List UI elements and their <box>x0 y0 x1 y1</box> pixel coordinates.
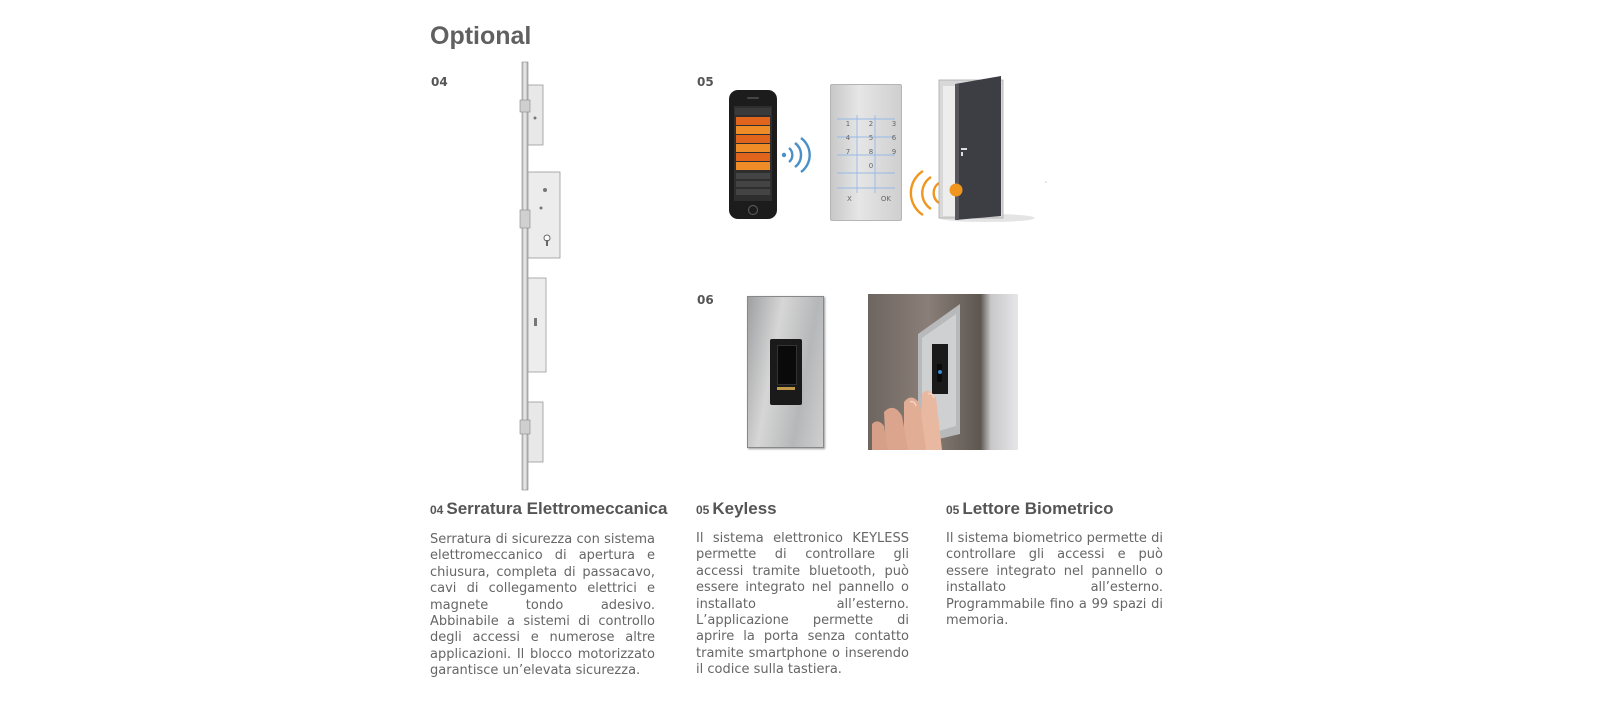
section-number: 05 <box>696 503 710 517</box>
keypad-key: 9 <box>891 148 897 156</box>
keypad-key: 5 <box>868 134 874 142</box>
keypad-image <box>830 84 902 221</box>
smartphone-image <box>727 89 779 221</box>
section-title: Serratura Elettromeccanica <box>446 499 668 518</box>
section-title: Keyless <box>712 499 777 518</box>
keypad-key: 8 <box>868 148 874 156</box>
fingerprint-reader-image <box>747 296 824 448</box>
section-body-lock: Serratura di sicurezza con sistema elettromeccanico di apertura e chiusura, completa di passacavo, cavi di collegamento elettrici e magnete tondo adesivo. Abbinabile a sistemi di controllo degli accessi e numerose altre applicazioni. Il blocco motorizzato garantisce un’elevata sicurezza. <box>430 532 655 679</box>
keypad-key: 2 <box>868 120 874 128</box>
keypad-key: 7 <box>845 148 851 156</box>
wireless-waves-icon <box>779 135 811 175</box>
section-heading-keyless <box>696 499 777 519</box>
figure-marker-04: 04 <box>431 75 448 89</box>
section-body-biometric: Il sistema biometrico permette di controllare gli accessi e può essere integrato nel pannello o installato all’esterno. Programmabile fino a 99 spazi di memoria. <box>946 531 1163 629</box>
section-heading-biometric <box>946 499 1114 519</box>
figure-marker-05: 05 <box>697 75 714 89</box>
section-title: Lettore Biometrico <box>962 499 1114 518</box>
figure-marker-06: 06 <box>697 293 714 307</box>
biometric-usage-photo <box>868 294 1018 450</box>
keypad-key: 4 <box>845 134 851 142</box>
keypad-key: 0 <box>868 162 874 170</box>
electromechanical-lock-image <box>505 60 575 492</box>
keypad-key: 1 <box>845 120 851 128</box>
page-title: Optional <box>430 22 532 50</box>
keypad-key: 6 <box>891 134 897 142</box>
section-heading-lock <box>430 499 667 519</box>
section-number: 05 <box>946 503 960 517</box>
keypad-key-cancel: X <box>847 195 852 203</box>
keypad-key-ok: OK <box>880 195 891 203</box>
door-image <box>935 76 1050 226</box>
section-body-keyless: Il sistema elettronico KEYLESS permette di controllare gli accessi tramite bluetooth, può essere integrato nel pannello o installato all’esterno. L’applicazione permette di aprire la porta senza contatto tramite smartphone o inserendo il codice sulla tastiera. <box>696 531 909 678</box>
keypad-key: 3 <box>891 120 897 128</box>
section-number: 04 <box>430 503 444 517</box>
